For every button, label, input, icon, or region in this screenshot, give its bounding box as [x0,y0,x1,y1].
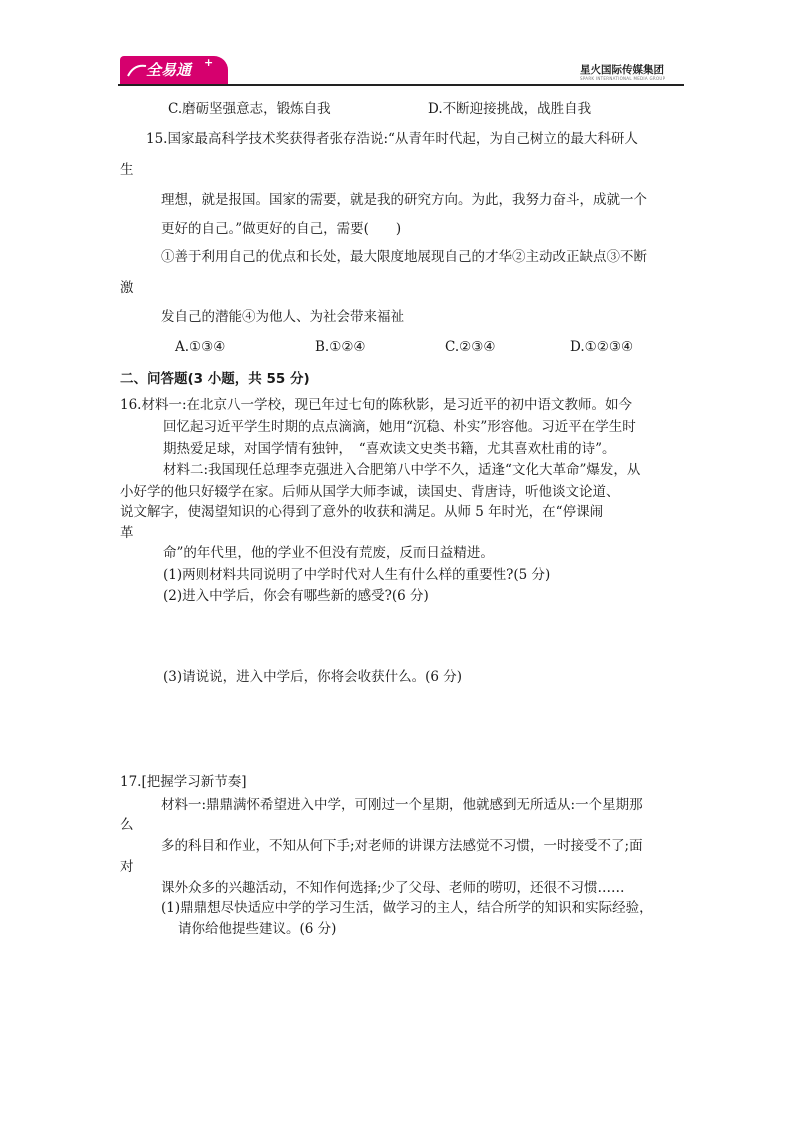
q17-line-2-wrap: 对 [120,859,134,875]
q17-line-1-wrap: 么 [120,817,134,833]
q17-line-1: 材料一:鼎鼎满怀希望进入中学，可刚过一个星期，他就感到无所适从:一个星期那 [161,797,643,813]
q15-line-4-wrap: 激 [120,280,134,296]
q15-line-4: ①善于利用自己的优点和长处，最大限度地展现自己的才华②主动改正缺点③不断 [161,249,647,265]
q16-line-3: 期热爱足球，对国学情有独钟， “喜欢读文史类书籍，尤其喜欢杜甫的诗”。 [163,441,616,457]
q16-sub-question-2: (2)进入中学后，你会有哪些新的感受?(6 分) [163,588,429,604]
q15-line-1-wrap: 生 [120,162,134,178]
q15-line-3: 更好的自己。”做更好的自己，需要( ) [161,221,402,237]
q15-line-1: 15.国家最高科学技术奖获得者张存浩说:“从青年时代起，为自己树立的最大科研人 [146,131,638,147]
q16-line-6-wrap: 革 [120,525,134,541]
q16-sub-question-3: (3)请说说，进入中学后，你将会收获什么。(6 分) [163,669,463,685]
logo [120,56,228,84]
q17-line-3: 课外众多的兴趣活动，不知作何选择;少了父母、老师的唠叨，还很不习惯…… [161,880,625,896]
logo-plus: + [204,56,214,69]
q14-option-c: C.磨砺坚强意志，锻炼自我 [168,101,331,117]
q16-line-6: 说文解字，使渴望知识的心得到了意外的收获和满足。从师 5 年时光，在“停课闹 [120,504,604,520]
q17-sub-question-1-wrap: 请你给他提些建议。(6 分) [178,921,337,937]
q16-line-5: 小好学的他只好辍学在家。后师从国学大师李诚，读国史、背唐诗，听他谈文论道、 [120,484,620,500]
header-divider [118,84,684,86]
q16-line-2: 回忆起习近平学生时期的点点滴滴，她用“沉稳、朴实”形容他。习近平在学生时 [163,419,636,435]
q17-line-2: 多的科目和作业，不知从何下手;对老师的讲课方法感觉不习惯，一时接受不了;面 [161,838,643,854]
brand-subtitle: SPARK INTERNATIONAL MEDIA GROUP [580,76,666,81]
q15-option-a: A.①③④ [175,339,226,355]
logo-text: 全易通 [146,61,192,79]
q17-sub-question-1: (1)鼎鼎想尽快适应中学的学习生活，做学习的主人，结合所学的知识和实际经验， [161,900,653,916]
q14-option-d: D.不断迎接挑战，战胜自我 [428,101,592,117]
q17-title: 17.[把握学习新节奏] [120,774,247,790]
q15-line-2: 理想，就是报国。国家的需要，就是我的研究方向。为此，我努力奋斗，成就一个 [161,192,647,208]
q15-line-5: 发自己的潜能④为他人、为社会带来福祉 [161,309,404,325]
brand-name: 星火国际传媒集团 [580,64,664,76]
logo-swoosh-icon [126,62,148,80]
section-title: 二、问答题(3 小题，共 55 分) [120,371,310,387]
q15-option-c: C.②③④ [445,339,496,355]
q16-line-1: 16.材料一:在北京八一学校，现已年过七旬的陈秋影，是习近平的初中语文教师。如今 [120,397,633,413]
q16-line-7: 命”的年代里，他的学业不但没有荒废，反而日益精进。 [163,545,494,561]
q16-sub-question-1: (1)两则材料共同说明了中学时代对人生有什么样的重要性?(5 分) [163,567,551,583]
q16-line-4: 材料二:我国现任总理李克强进入合肥第八中学不久，适逢“文化大革命”爆发，从 [163,462,641,478]
q15-option-b: B.①②④ [315,339,366,355]
q15-option-d: D.①②③④ [570,339,634,355]
